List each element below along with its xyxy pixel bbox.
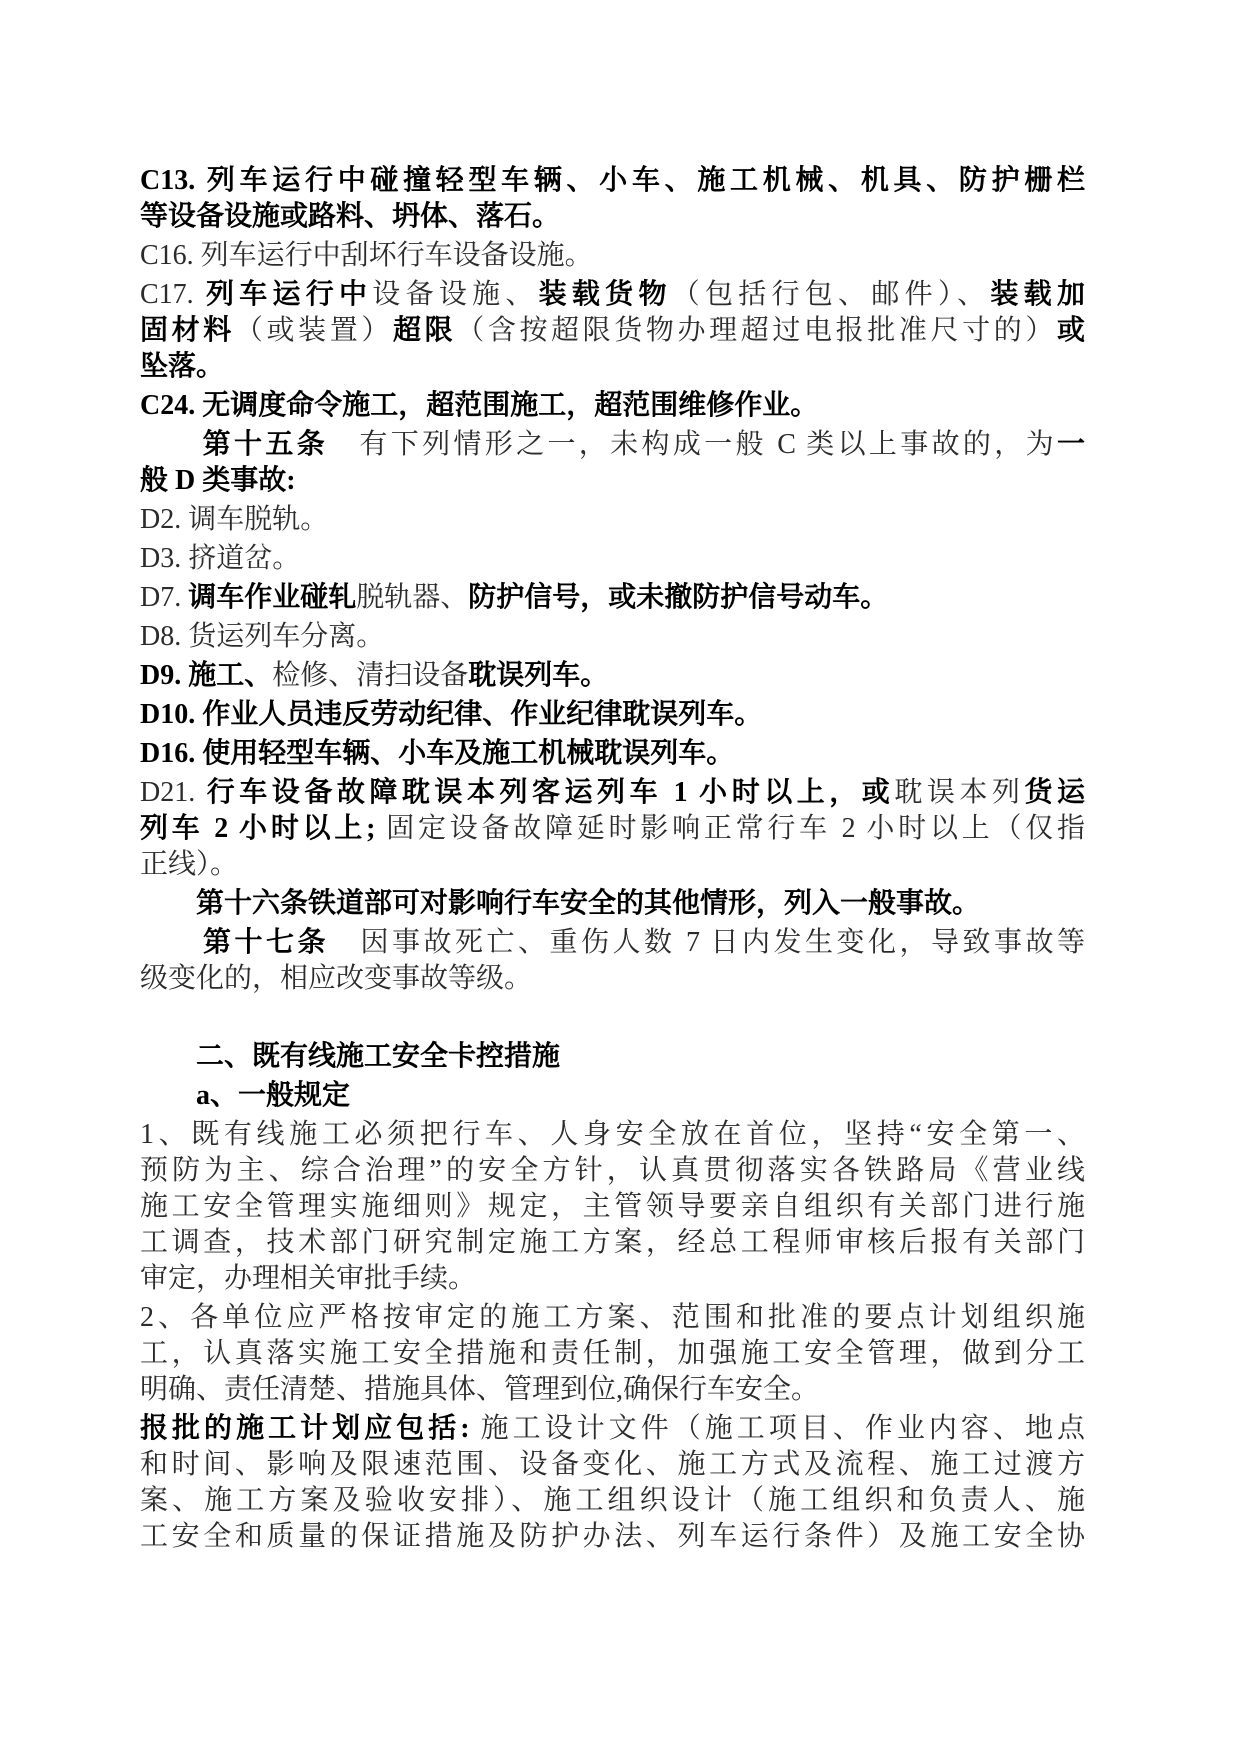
text-run: 设备设施、	[372, 279, 539, 310]
text-line	[140, 313, 1085, 349]
paragraph	[140, 1411, 1085, 1555]
text-line	[140, 1261, 1085, 1297]
text-run: 级变化的，相应改变事故等级。	[140, 963, 533, 994]
bold-text-run: 货运	[1024, 777, 1085, 808]
text-run: D2. 调车脱轨。	[140, 504, 329, 535]
bold-text-run: 装载货物	[538, 279, 672, 310]
text-run: （包括行包、邮件）、	[671, 279, 991, 310]
paragraph	[140, 697, 1085, 733]
text-run: 正线）。	[140, 849, 239, 880]
text-line	[140, 1300, 1085, 1336]
bold-text-run: 一	[1056, 429, 1085, 460]
bold-text-run: 第十六条铁道部可对影响行车安全的其他情形，列入一般事故。	[140, 888, 981, 919]
bold-text-run: 耽误列车。	[468, 660, 609, 691]
text-line	[140, 163, 1085, 199]
text-line	[140, 775, 1085, 811]
paragraph	[140, 388, 1085, 424]
text-line	[140, 1519, 1085, 1555]
text-line	[140, 619, 1085, 655]
paragraph	[140, 163, 1085, 235]
text-line	[140, 463, 1085, 499]
paragraph	[140, 1300, 1085, 1408]
text-run: 因事故死亡、重伤人数 7 日内发生变化，导致事故等	[329, 927, 1085, 958]
paragraph	[140, 502, 1085, 538]
text-line	[140, 658, 1085, 694]
text-line	[140, 847, 1085, 883]
text-line	[140, 1117, 1085, 1153]
text-line	[140, 388, 1085, 424]
text-run: 工，认真落实施工安全措施和责任制，加强施工安全管理，做到分工	[140, 1338, 1085, 1369]
text-line	[140, 1372, 1085, 1408]
text-run: 耽误本列	[894, 777, 1025, 808]
bold-text-run: D9. 施工、	[140, 660, 273, 691]
text-run: 施工设计文件（施工项目、作业内容、地点	[469, 1413, 1085, 1444]
text-line	[140, 1447, 1085, 1483]
bold-text-run: 等设备设施或路料、坍体、落石。	[140, 201, 561, 232]
text-run: D3. 挤道岔。	[140, 543, 301, 574]
text-line	[140, 1225, 1085, 1261]
text-line	[140, 811, 1085, 847]
bold-text-run: 或	[1056, 315, 1085, 346]
paragraph	[140, 775, 1085, 883]
bold-text-run: 二、既有线施工安全卡控措施	[140, 1041, 561, 1072]
paragraph	[140, 277, 1085, 385]
text-line	[140, 502, 1085, 538]
bold-text-run: 第十七条	[140, 927, 329, 958]
paragraph	[140, 580, 1085, 616]
paragraph	[140, 1117, 1085, 1297]
text-line	[140, 1039, 1085, 1075]
text-line	[140, 277, 1085, 313]
text-line	[140, 697, 1085, 733]
bold-text-run: 防护信号，或未撤防护信号动车。	[468, 582, 889, 613]
text-run: 预防为主、综合治理”的安全方针，认真贯彻落实各铁路局《营业线	[140, 1155, 1085, 1186]
paragraph	[140, 886, 1085, 922]
paragraph	[140, 619, 1085, 655]
paragraph	[140, 1078, 1085, 1114]
bold-text-run: 调车作业碰轧	[188, 582, 357, 613]
paragraph	[140, 1039, 1085, 1075]
text-line	[140, 925, 1085, 961]
bold-text-run: 列车运行中	[205, 279, 373, 310]
bold-text-run: 般 D 类事故:	[140, 465, 296, 496]
text-run: 审定，办理相关审批手续。	[140, 1263, 477, 1294]
text-line	[140, 1153, 1085, 1189]
bold-text-run: D10. 作业人员违反劳动纪律、作业纪律耽误列车。	[140, 699, 763, 730]
text-run: C16. 列车运行中刮坏行车设备设施。	[140, 240, 593, 271]
text-line	[140, 541, 1085, 577]
text-line	[140, 1189, 1085, 1225]
text-run: （或装置）	[234, 315, 393, 346]
bold-text-run: 坠落。	[140, 351, 225, 382]
paragraph	[140, 541, 1085, 577]
text-run: （含按超限货物办理超过电报批准尺寸的）	[456, 315, 1057, 346]
paragraph	[140, 925, 1085, 997]
text-line	[140, 1411, 1085, 1447]
text-run: D21.	[140, 777, 207, 808]
bold-text-run: 报批的施工计划应包括:	[140, 1413, 470, 1444]
bold-text-run: 固材料	[140, 315, 235, 346]
text-line	[140, 736, 1085, 772]
text-run: 案、施工方案及验收安排）、施工组织设计（施工组织和负责人、施	[140, 1485, 1085, 1516]
bold-text-run: a、一般规定	[140, 1080, 351, 1111]
text-run: 检修、清扫设备	[272, 660, 469, 691]
bold-text-run: 超限	[392, 315, 457, 346]
text-run: 固定设备故障延时影响正常行车 2 小时以上（仅指	[375, 813, 1085, 844]
text-run: D8. 货运列车分离。	[140, 621, 385, 652]
text-line	[140, 580, 1085, 616]
document-body	[140, 163, 1085, 1558]
text-run: 和时间、影响及限速范围、设备变化、施工方式及流程、施工过渡方	[140, 1449, 1085, 1480]
text-run: 明确、责任清楚、措施具体、管理到位,确保行车安全。	[140, 1374, 820, 1405]
bold-text-run: 列车 2 小时以上;	[140, 813, 376, 844]
text-line	[140, 427, 1085, 463]
bold-text-run: C13. 列车运行中碰撞轻型车辆、小车、施工机械、机具、防护栅栏	[140, 165, 1085, 196]
text-line	[140, 199, 1085, 235]
paragraph	[140, 736, 1085, 772]
bold-text-run: 第十五条	[140, 429, 329, 460]
paragraph	[140, 1000, 1085, 1036]
bold-text-run: 行车设备故障耽误本列客运列车 1 小时以上，或	[206, 777, 895, 808]
text-run: D7.	[140, 582, 189, 613]
text-run: 工安全和质量的保证措施及防护办法、列车运行条件）及施工安全协	[140, 1521, 1085, 1552]
paragraph	[140, 238, 1085, 274]
text-line	[140, 886, 1085, 922]
text-run: 施工安全管理实施细则》规定，主管领导要亲自组织有关部门进行施	[140, 1191, 1085, 1222]
blank-line	[140, 1000, 1085, 1036]
bold-text-run: C24. 无调度命令施工，超范围施工，超范围维修作业。	[140, 390, 819, 421]
text-line	[140, 961, 1085, 997]
text-run: 1、既有线施工必须把行车、人身安全放在首位，坚持“安全第一、	[140, 1119, 1085, 1150]
text-line	[140, 1078, 1085, 1114]
text-line	[140, 1483, 1085, 1519]
bold-text-run: D16. 使用轻型车辆、小车及施工机械耽误列车。	[140, 738, 735, 769]
text-run: 工调查，技术部门研究制定施工方案，经总工程师审核后报有关部门	[140, 1227, 1085, 1258]
text-line	[140, 238, 1085, 274]
text-run: 有下列情形之一，未构成一般 C 类以上事故的，为	[328, 429, 1057, 460]
text-run: 2、各单位应严格按审定的施工方案、范围和批准的要点计划组织施	[140, 1302, 1085, 1333]
text-line	[140, 1336, 1085, 1372]
text-line	[140, 349, 1085, 385]
text-run: 脱轨器、	[356, 582, 469, 613]
text-run: C17.	[140, 279, 206, 310]
bold-text-run: 装载加	[990, 279, 1085, 310]
paragraph	[140, 658, 1085, 694]
paragraph	[140, 427, 1085, 499]
